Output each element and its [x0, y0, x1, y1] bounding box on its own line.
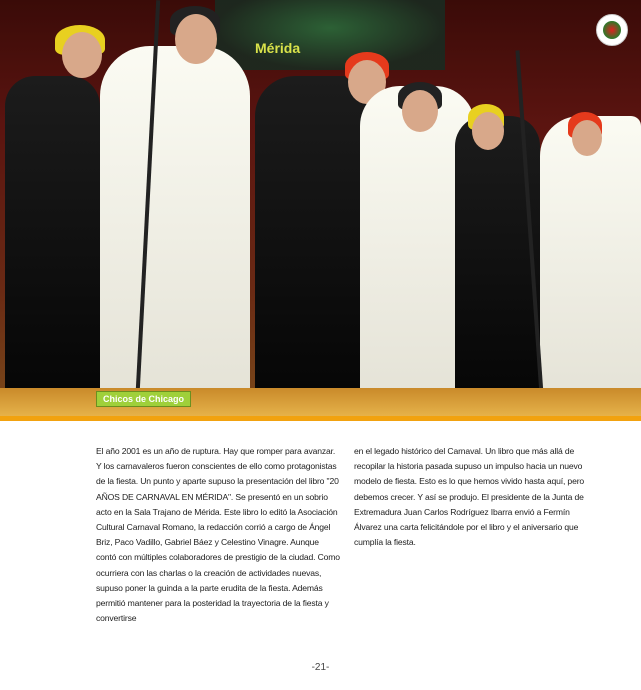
photo-caption: Chicos de Chicago — [96, 391, 191, 407]
performer-bride-1 — [100, 46, 250, 406]
performer-face — [175, 14, 217, 64]
article-column-2 — [354, 444, 599, 550]
performer-tuxedo-3 — [455, 116, 540, 406]
article-text-2: en el legado histórico del Carnaval. Un libro que más allá de recopilar la historia pasada supuso un impulso hacia un nuevo modelo de fiesta. Esto es lo que hemos vivido hasta aquí, pero debemos crecer. Y así se produjo. El presidente de la Junta de Extremadura Juan Carlos Rodríguez Ibarra envió a Fermín Álvarez una carta felicitándole por el libro y el aniversario que cumplía la fiesta. — [354, 446, 585, 548]
accent-rule — [0, 416, 641, 421]
carnival-logo-icon — [596, 14, 628, 46]
page-number: -21- — [311, 662, 330, 673]
stage-banner — [215, 0, 445, 70]
performer-bride-3 — [540, 116, 641, 406]
performer-tuxedo-1 — [5, 76, 100, 406]
banner-text: Mérida — [255, 40, 301, 56]
performer-face — [402, 90, 438, 132]
performer-face — [572, 120, 602, 156]
performer-face — [62, 32, 102, 78]
article-text-1: El año 2001 es un año de ruptura. Hay que romper para avanzar. Y los carnavaleros fueron conscientes de ello como protagonistas de la fiesta. Un punto y aparte supuso la presentación del libro "20 AÑOS DE CARNAVAL EN MÉRIDA". Se presentó en un sobrio acto en la Sala Trajano de Mérida. Este libro lo editó la Asociación Cultural Carnaval Romano, la redacción corrió a cargo de Ángel Briz, Paco Vadillo, Gabriel Báez y Celestino Vinagre. Aunque contó con múltiples colaboradores de prestigio de la ciudad. Como ocurriera con las charlas o la creación de actividades nuevas, supuso poner la guinda a la parte erudita de la fiesta. Además permitió mantener para la posteridad la trayectoria de la fiesta y convertirse — [96, 446, 340, 624]
article-column-1 — [96, 444, 341, 626]
performer-face — [472, 112, 504, 150]
